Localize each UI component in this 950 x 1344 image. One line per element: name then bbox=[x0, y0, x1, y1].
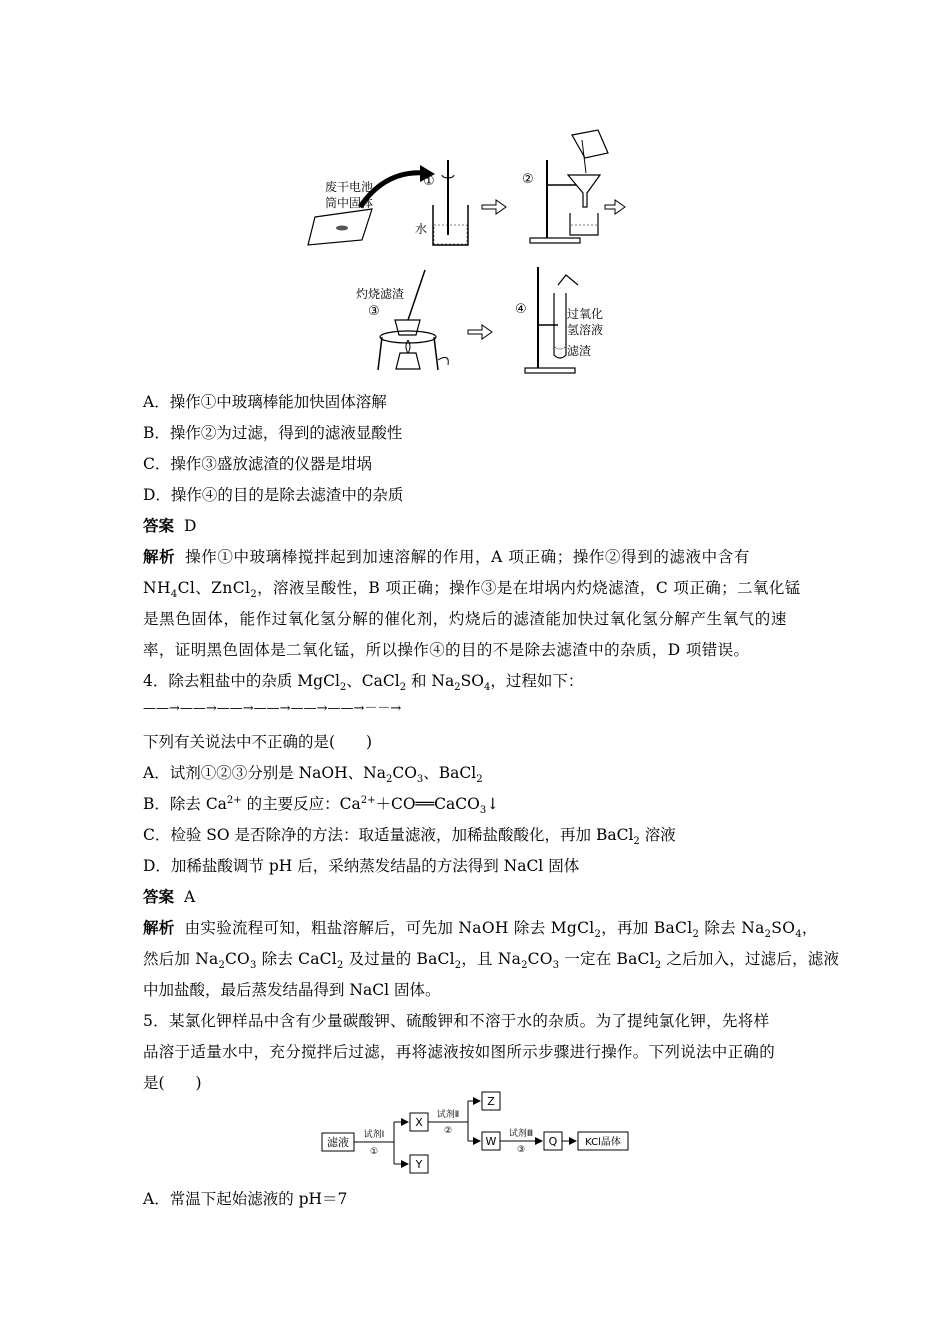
q4-question: 下列有关说法中不正确的是( ) bbox=[143, 733, 373, 751]
water-label: 水 bbox=[415, 222, 428, 236]
waste-label-2: 筒中固体 bbox=[325, 196, 374, 210]
q3-analysis-line-2: $NH_4Cl$、ZnCl$_2$，溶液呈酸性，B 项正确；操作③是在坩埚内灼烧滤渣，C 项正确；二氧化锰 bbox=[143, 579, 801, 601]
step1-label: ① bbox=[423, 174, 435, 189]
flow-reagent1: 试剂Ⅰ bbox=[363, 1130, 385, 1140]
burn-label: 灼烧滤渣 bbox=[356, 287, 405, 301]
analysis-label: 解析 bbox=[143, 547, 176, 566]
flow-step1: ① bbox=[369, 1147, 379, 1157]
h2o2-label-1: 过氧化 bbox=[567, 307, 604, 321]
answer-value: D bbox=[184, 517, 197, 535]
answer-value: A bbox=[184, 888, 196, 906]
flow-end: KCl晶体 bbox=[585, 1137, 621, 1148]
q5-stem-line-2: 品溶于适量水中，充分搅拌后过滤，再将滤液按如图所示步骤进行操作。下列说法中正确的 bbox=[143, 1043, 776, 1061]
q3-analysis-line-1 bbox=[143, 546, 750, 568]
analysis-text: 操作①中玻璃棒搅拌起到加速溶解的作用，A 项正确；操作②得到的滤液中含有 bbox=[185, 548, 750, 566]
flow-start: 滤液 bbox=[327, 1136, 349, 1149]
q4-analysis-line-2: 然后加 $Na_2CO_3$ 除去 CaCl$_2$ 及过量的 BaCl$_2$，且 $Na_2CO_3$ 一定在 BaCl$_2$ 之后加入，过滤后，滤液 bbox=[143, 950, 840, 972]
q3-option-b: B．操作②为过滤，得到的滤液显酸性 bbox=[143, 424, 403, 442]
residue-label: 滤渣 bbox=[567, 344, 592, 358]
q4-flow: ——→——→——→——→——→——→－－→ bbox=[143, 701, 402, 716]
flow-reagent3: 试剂Ⅲ bbox=[508, 1129, 534, 1139]
step2-label: ② bbox=[522, 172, 534, 187]
answer-label: 答案 bbox=[143, 887, 175, 906]
flow-x: X bbox=[415, 1116, 423, 1129]
q3-option-a: A．操作①中玻璃棒能加快固体溶解 bbox=[143, 393, 387, 411]
q4-answer bbox=[143, 886, 195, 908]
flow-y: Y bbox=[415, 1158, 423, 1171]
step3-label: ③ bbox=[368, 304, 380, 319]
q4-option-c: C．检验 SO 是否除净的方法：取适量滤液，加稀盐酸酸化，再加 BaCl$_2$ 溶液 bbox=[143, 826, 676, 848]
q3-option-d: D．操作④的目的是除去滤渣中的杂质 bbox=[143, 486, 404, 504]
flow-w: W bbox=[485, 1135, 497, 1148]
q4-option-d: D．加稀盐酸调节 pH 后，采纳蒸发结晶的方法得到 NaCl 固体 bbox=[143, 857, 580, 875]
q3-analysis-line-4: 率，证明黑色固体是二氧化锰，所以操作④的目的不是除去滤渣中的杂质，D 项错误。 bbox=[143, 641, 750, 659]
step4-label: ④ bbox=[515, 302, 527, 317]
q4-stem: 4．除去粗盐中的杂质 MgCl$_2$、CaCl$_2$ 和 $Na_2SO_4$，过程如下： bbox=[143, 672, 584, 694]
waste-label-1: 废干电池 bbox=[325, 180, 374, 194]
q5-flow-diagram bbox=[320, 1090, 640, 1180]
flow-q: Q bbox=[548, 1135, 558, 1148]
flow-z: Z bbox=[487, 1095, 495, 1108]
answer-label: 答案 bbox=[143, 516, 175, 535]
q4-analysis-line-3: 中加盐酸，最后蒸发结晶得到 NaCl 固体。 bbox=[143, 981, 441, 999]
apparatus-diagram bbox=[300, 125, 650, 380]
q3-option-c: C．操作③盛放滤渣的仪器是坩埚 bbox=[143, 455, 372, 473]
q3-analysis-line-3: 是黑色固体，能作过氧化氢分解的催化剂，灼烧后的滤渣能加快过氧化氢分解产生氧气的速 bbox=[143, 610, 788, 628]
flow-reagent2: 试剂Ⅱ bbox=[436, 1110, 460, 1120]
flow-step3: ③ bbox=[516, 1145, 526, 1155]
q3-answer bbox=[143, 515, 196, 537]
q4-option-b: B．除去 $Ca^{2+}$ 的主要反应：$Ca^{2+}+CO══CaCO_3↓$ bbox=[143, 794, 500, 817]
q4-option-a: A．试剂①②③分别是 NaOH、$Na_2CO_3$、BaCl$_2$ bbox=[143, 764, 483, 786]
q4-analysis-line-1: 解析 由实验流程可知，粗盐溶解后，可先加 NaOH 除去 MgCl$_2$，再加 BaCl$_2$ 除去 $Na_2SO_4$， bbox=[143, 918, 818, 941]
analysis-label: 解析 bbox=[143, 918, 175, 937]
q5-option-a: A．常温下起始滤液的 pH＝7 bbox=[143, 1190, 348, 1208]
h2o2-label-2: 氢溶液 bbox=[567, 323, 604, 337]
q5-stem-line-3: 是( ) bbox=[143, 1074, 202, 1092]
flow-step2: ② bbox=[443, 1126, 453, 1136]
q5-stem-line-1: 5．某氯化钾样品中含有少量碳酸钾、硫酸钾和不溶于水的杂质。为了提纯氯化钾，先将样 bbox=[143, 1012, 770, 1030]
